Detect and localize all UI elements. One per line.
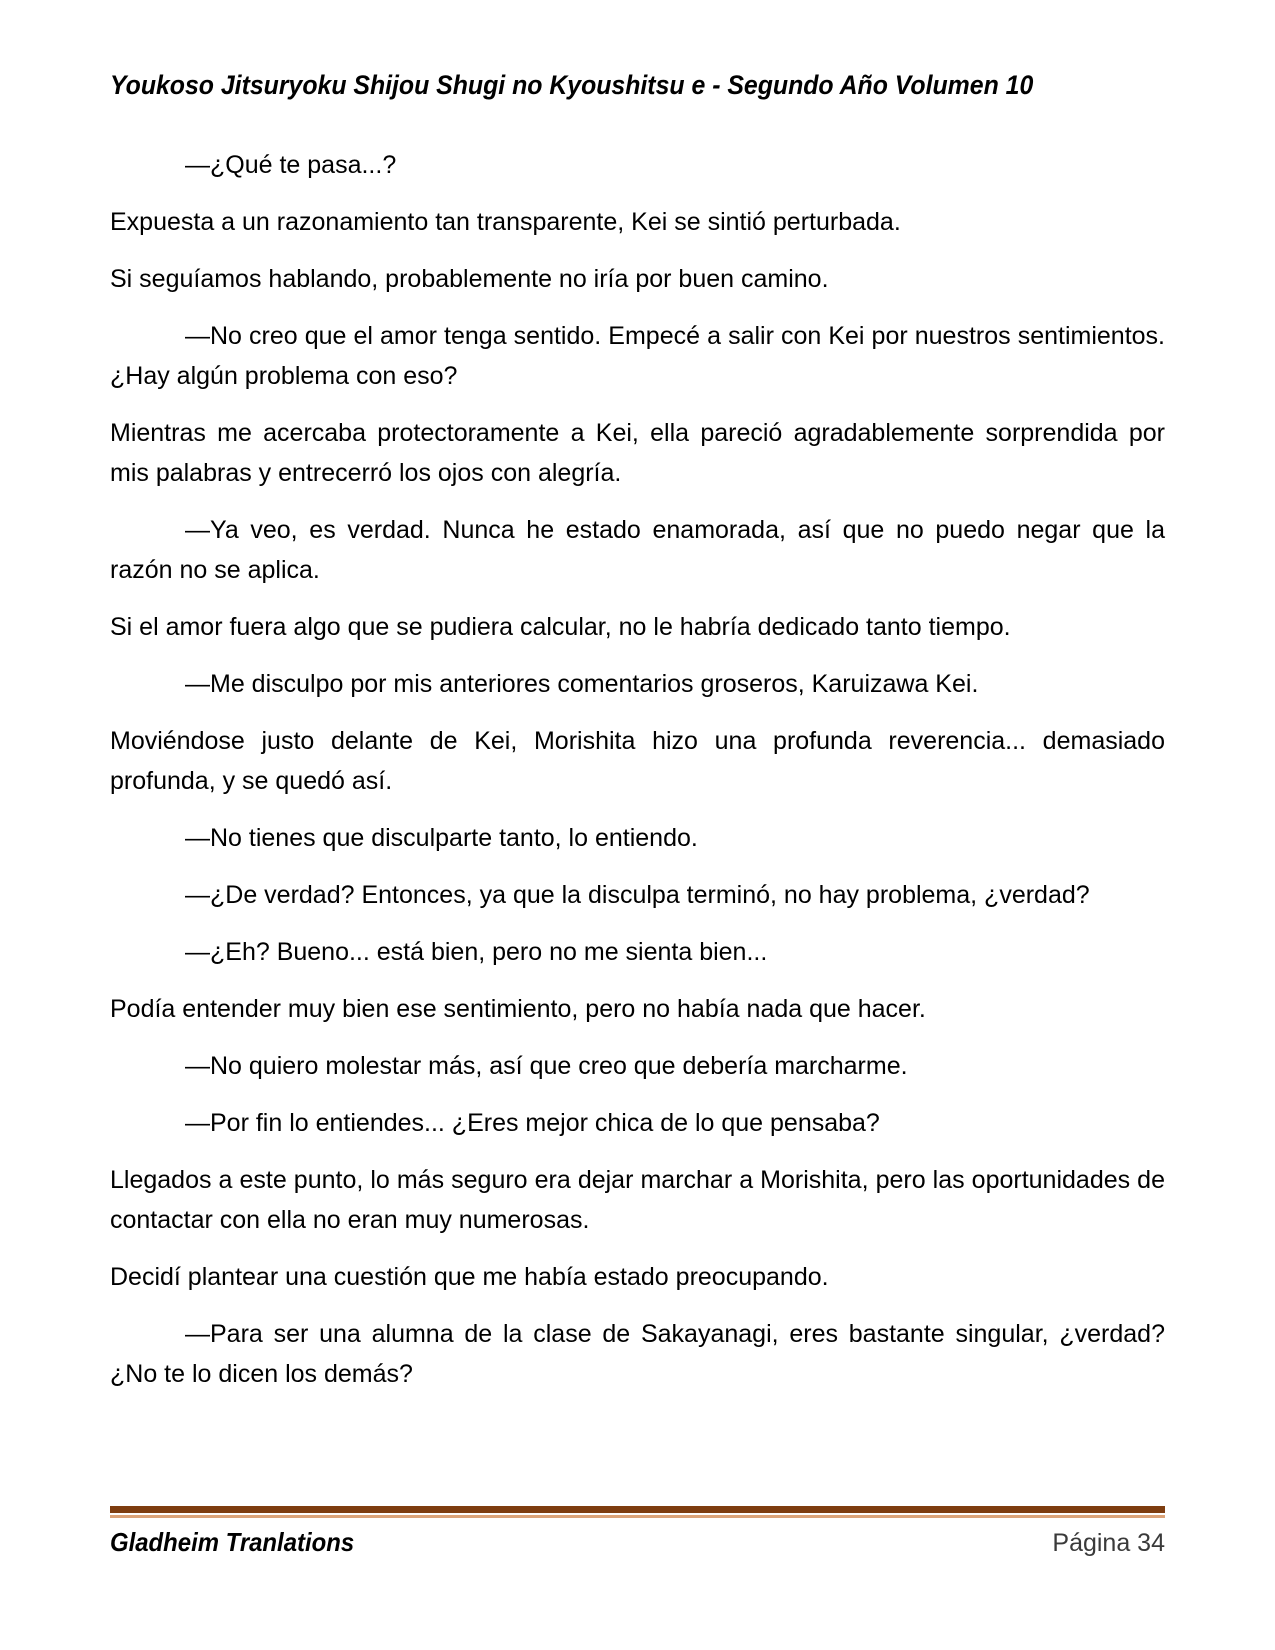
document-title: Youkoso Jitsuryoku Shijou Shugi no Kyoushitsu e - Segundo Año Volumen 10 [110, 70, 1034, 100]
dialogue-paragraph: —Por fin lo entiendes... ¿Eres mejor chica de lo que pensaba? [185, 1109, 880, 1137]
narrative-paragraph: Podía entender muy bien ese sentimiento, pero no había nada que hacer. [110, 995, 926, 1023]
page-body [110, 145, 1165, 1411]
dialogue-paragraph: —Para ser una alumna de la clase de Sakayanagi, eres bastante singular, ¿verdad? ¿No te lo dicen los demás? [110, 1320, 1165, 1388]
dialogue-paragraph: —¿Eh? Bueno... está bien, pero no me sienta bien... [185, 938, 768, 966]
page-number: Página 34 [1052, 1529, 1165, 1557]
dialogue-paragraph: —Me disculpo por mis anteriores comentarios groseros, Karuizawa Kei. [185, 670, 979, 698]
dialogue-paragraph: —No quiero molestar más, así que creo que debería marcharme. [185, 1052, 908, 1080]
footer-divider [110, 1506, 1165, 1518]
narrative-paragraph: Si el amor fuera algo que se pudiera calcular, no le habría dedicado tanto tiempo. [110, 613, 1011, 641]
dialogue-paragraph: —No tienes que disculparte tanto, lo entiendo. [185, 824, 698, 852]
narrative-paragraph: Moviéndose justo delante de Kei, Morishita hizo una profunda reverencia... demasiado profunda, y se quedó así. [110, 727, 1165, 795]
translator-credit: Gladheim Tranlations [110, 1527, 355, 1557]
footer-row [110, 1527, 1165, 1558]
page-footer [110, 1506, 1165, 1558]
dialogue-paragraph: —Ya veo, es verdad. Nunca he estado enamorada, así que no puedo negar que la razón no se aplica. [110, 516, 1165, 584]
dialogue-paragraph: —¿Qué te pasa...? [185, 151, 397, 179]
narrative-paragraph: Llegados a este punto, lo más seguro era dejar marchar a Morishita, pero las oportunidades de contactar con ella no eran muy numerosas. [110, 1166, 1165, 1234]
narrative-paragraph: Mientras me acercaba protectoramente a Kei, ella pareció agradablemente sorprendida por mis palabras y entrecerró los ojos con alegría. [110, 419, 1165, 487]
dialogue-paragraph: —¿De verdad? Entonces, ya que la disculpa terminó, no hay problema, ¿verdad? [185, 881, 1090, 909]
narrative-paragraph: Expuesta a un razonamiento tan transparente, Kei se sintió perturbada. [110, 208, 901, 236]
page-header [110, 70, 1165, 100]
narrative-paragraph: Decidí plantear una cuestión que me había estado preocupando. [110, 1263, 829, 1291]
dialogue-paragraph: —No creo que el amor tenga sentido. Empecé a salir con Kei por nuestros sentimientos. ¿Hay algún problema con eso? [110, 322, 1165, 390]
narrative-paragraph: Si seguíamos hablando, probablemente no iría por buen camino. [110, 265, 829, 293]
